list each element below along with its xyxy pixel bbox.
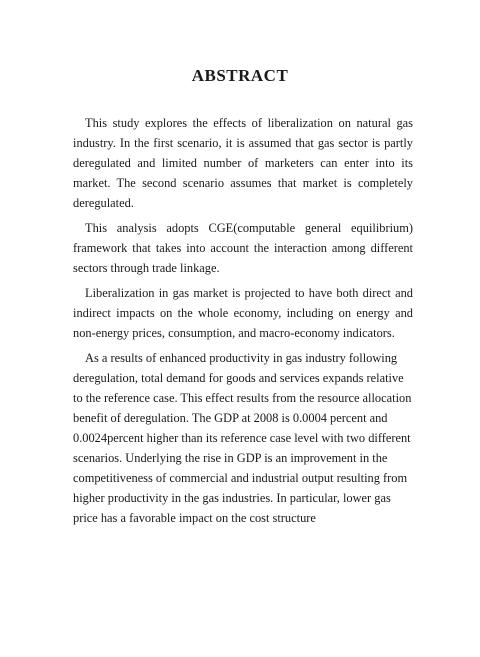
paragraph-scenarios: This study explores the effects of liberalization on natural gas industry. In the first scenario, it is assumed that gas sector is partly deregulated and limited number of marketers can enter into its market. The second scenario assumes that market is completely deregulated. [73,116,413,211]
paragraph-impacts: Liberalization in gas market is projected to have both direct and indirect impacts on the whole economy, including on energy and non-energy prices, consumption, and macro-economy indicators. [73,285,413,340]
page-title: ABSTRACT [191,66,289,85]
paragraph-results: As a results of enhanced productivity in gas industry following deregulation, total demand for goods and services expands relative to the reference case. This effect results from the resource allocation benefit of deregulation. The GDP at 2008 is 0.0004 percent and 0.0024percent higher than its reference case level with two different scenarios. Underlying the rise in GDP is an improvement in the competitiveness of commercial and industrial output resulting from higher productivity in the gas industries. In particular, lower gas price has a favorable impact on the cost structure [73,350,412,526]
abstract-body [73,113,413,533]
paragraph-framework: This analysis adopts CGE(computable general equilibrium) framework that takes into account the interaction among different sectors through trade linkage. [73,220,413,276]
